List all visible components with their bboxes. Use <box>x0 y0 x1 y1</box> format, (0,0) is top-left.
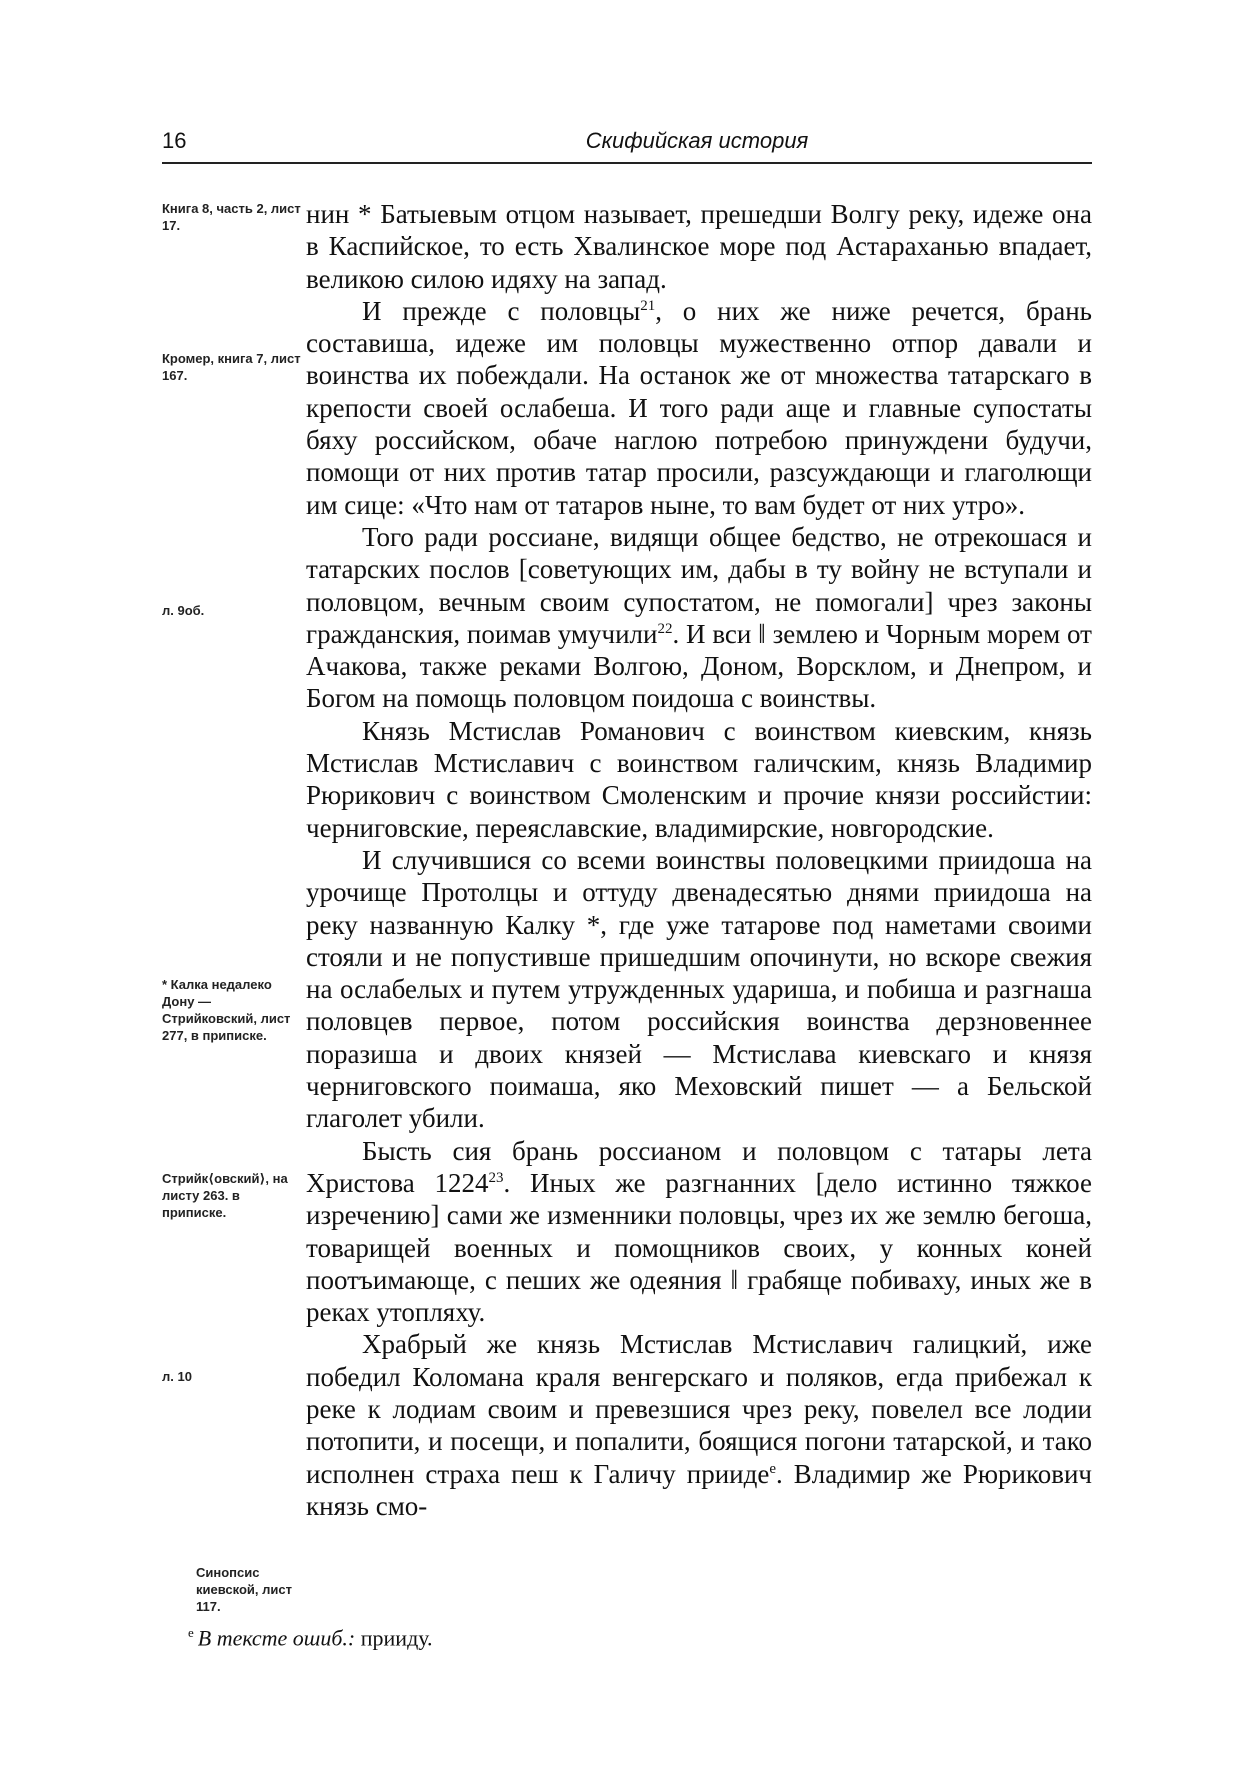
paragraph: Князь Мстислав Романович с воинством киевским, князь Мстислав Мстиславич с воинством галичским, князь Владимир Рюрикович с воинством Смоленским и прочие князи российстии: черниговские, переяславские, владимирские, новгородские. <box>306 715 1092 843</box>
margin-note: Синопсис киевской, лист 117. <box>196 1565 292 1614</box>
paragraph: Того ради россиане, видящи общее бедство, не отрекошася и татарских послов [советующих им, дабы в ту войну не вступали и половцом, вечным своим супостатом, не помогали] чрез законы гражданския, поимав умучили$^{22}$. И вси ‖ землею и Чорным морем от Ачакова, также реками Волгою, Доном, Ворсклом, и Днепром, и Богом на помощь половцом поидоша с воинствы. <box>306 521 1092 714</box>
footnote-ref: е <box>769 1460 777 1477</box>
margin-note: Книга 8, часть 2, лист 17. <box>162 201 301 233</box>
margin-note: л. 10 <box>162 1369 192 1384</box>
running-header <box>162 128 1092 164</box>
footnote-ref: 23 <box>488 1169 504 1186</box>
footnote-text: прииду. <box>360 1625 433 1651</box>
footnote <box>188 1625 433 1651</box>
paragraph: нин * Батыевым отцом называет, прешедши Волгу реку, идеже она в Каспийское, то есть Хвалинское море под Астараханью впадает, великою силою идяху на запад. <box>306 199 1092 294</box>
margin-note: Кромер, книга 7, лист 167. <box>162 351 301 383</box>
footnote-ref: 21 <box>640 297 656 314</box>
main-text <box>306 198 1092 1522</box>
footnote-label: В тексте ошиб.: <box>197 1625 356 1651</box>
footnote-mark: е <box>188 1625 194 1640</box>
margin-note: * Калка недалеко Дону — Стрийковский, лист 277, в приписке. <box>162 977 291 1043</box>
paragraph: И прежде с половцы$^{21}$, о них же ниже речется, брань составиша, идеже им половцы мужественно отпор давали и воинства их побеждали. На останок же от множества татарскаго в крепости своей ослабеша. И того ради аще и главные супостаты бяху российском, обаче наглою потребою принуждени будучи, помощи от них против татар просили, разсуждающи и глаголющи им сице: «Что нам от татаров ныне, то вам будет от них утро». <box>306 295 1092 520</box>
footnote-ref: 22 <box>657 620 673 637</box>
margin-note: л. 9об. <box>162 603 205 618</box>
paragraph: Храбрый же князь Мстислав Мстиславич галицкий, иже победил Коломана краля венгерскаго и поляков, егда прибежал к реке к лодиам своим и превезшися чрез реку, повелел все лодии потопити, и посещи, и попалити, боящися погони татарской, и тако исполнен страха пеш к Галичу прииде$^е$. Владимир же Рюрикович князь смо- <box>306 1329 1092 1521</box>
page-number: 16 <box>162 128 187 153</box>
paragraph: И случившися со всеми воинствы половецкими приидоша на урочище Протолцы и оттуду двенадесятью днями приидоша на реку названную Калку *, где уже татарове под наметами своими стояли и не попустивше пришедшим опочинути, но вскоре свежия на ослабелых и путем утружденных удариша, и побиша и разгнаша половцев первое, потом российския воинства дерзновеннее поразиша и двоих князей — Мстислава киевскаго и князя черниговского поимаша, яко Меховский пишет — а Бельской глаголет убили. <box>306 844 1092 1134</box>
margin-note: Стрийк⟨овский⟩, на листу 263. в приписке. <box>162 1171 288 1220</box>
paragraph: Бысть сия брань россианом и половцом с татары лета Христова 1224$^{23}$. Иных же разгнанних [дело истинно тяжкое изречению] сами же изменники половцы, чрез их же землю бегоша, товарищей военных и помощников своих, у конных коней поотъимающе, с пеших же одеяния ‖ грабяще побиваху, иных же в реках утопляху. <box>306 1135 1092 1328</box>
running-title: Скифийская история <box>585 128 809 153</box>
